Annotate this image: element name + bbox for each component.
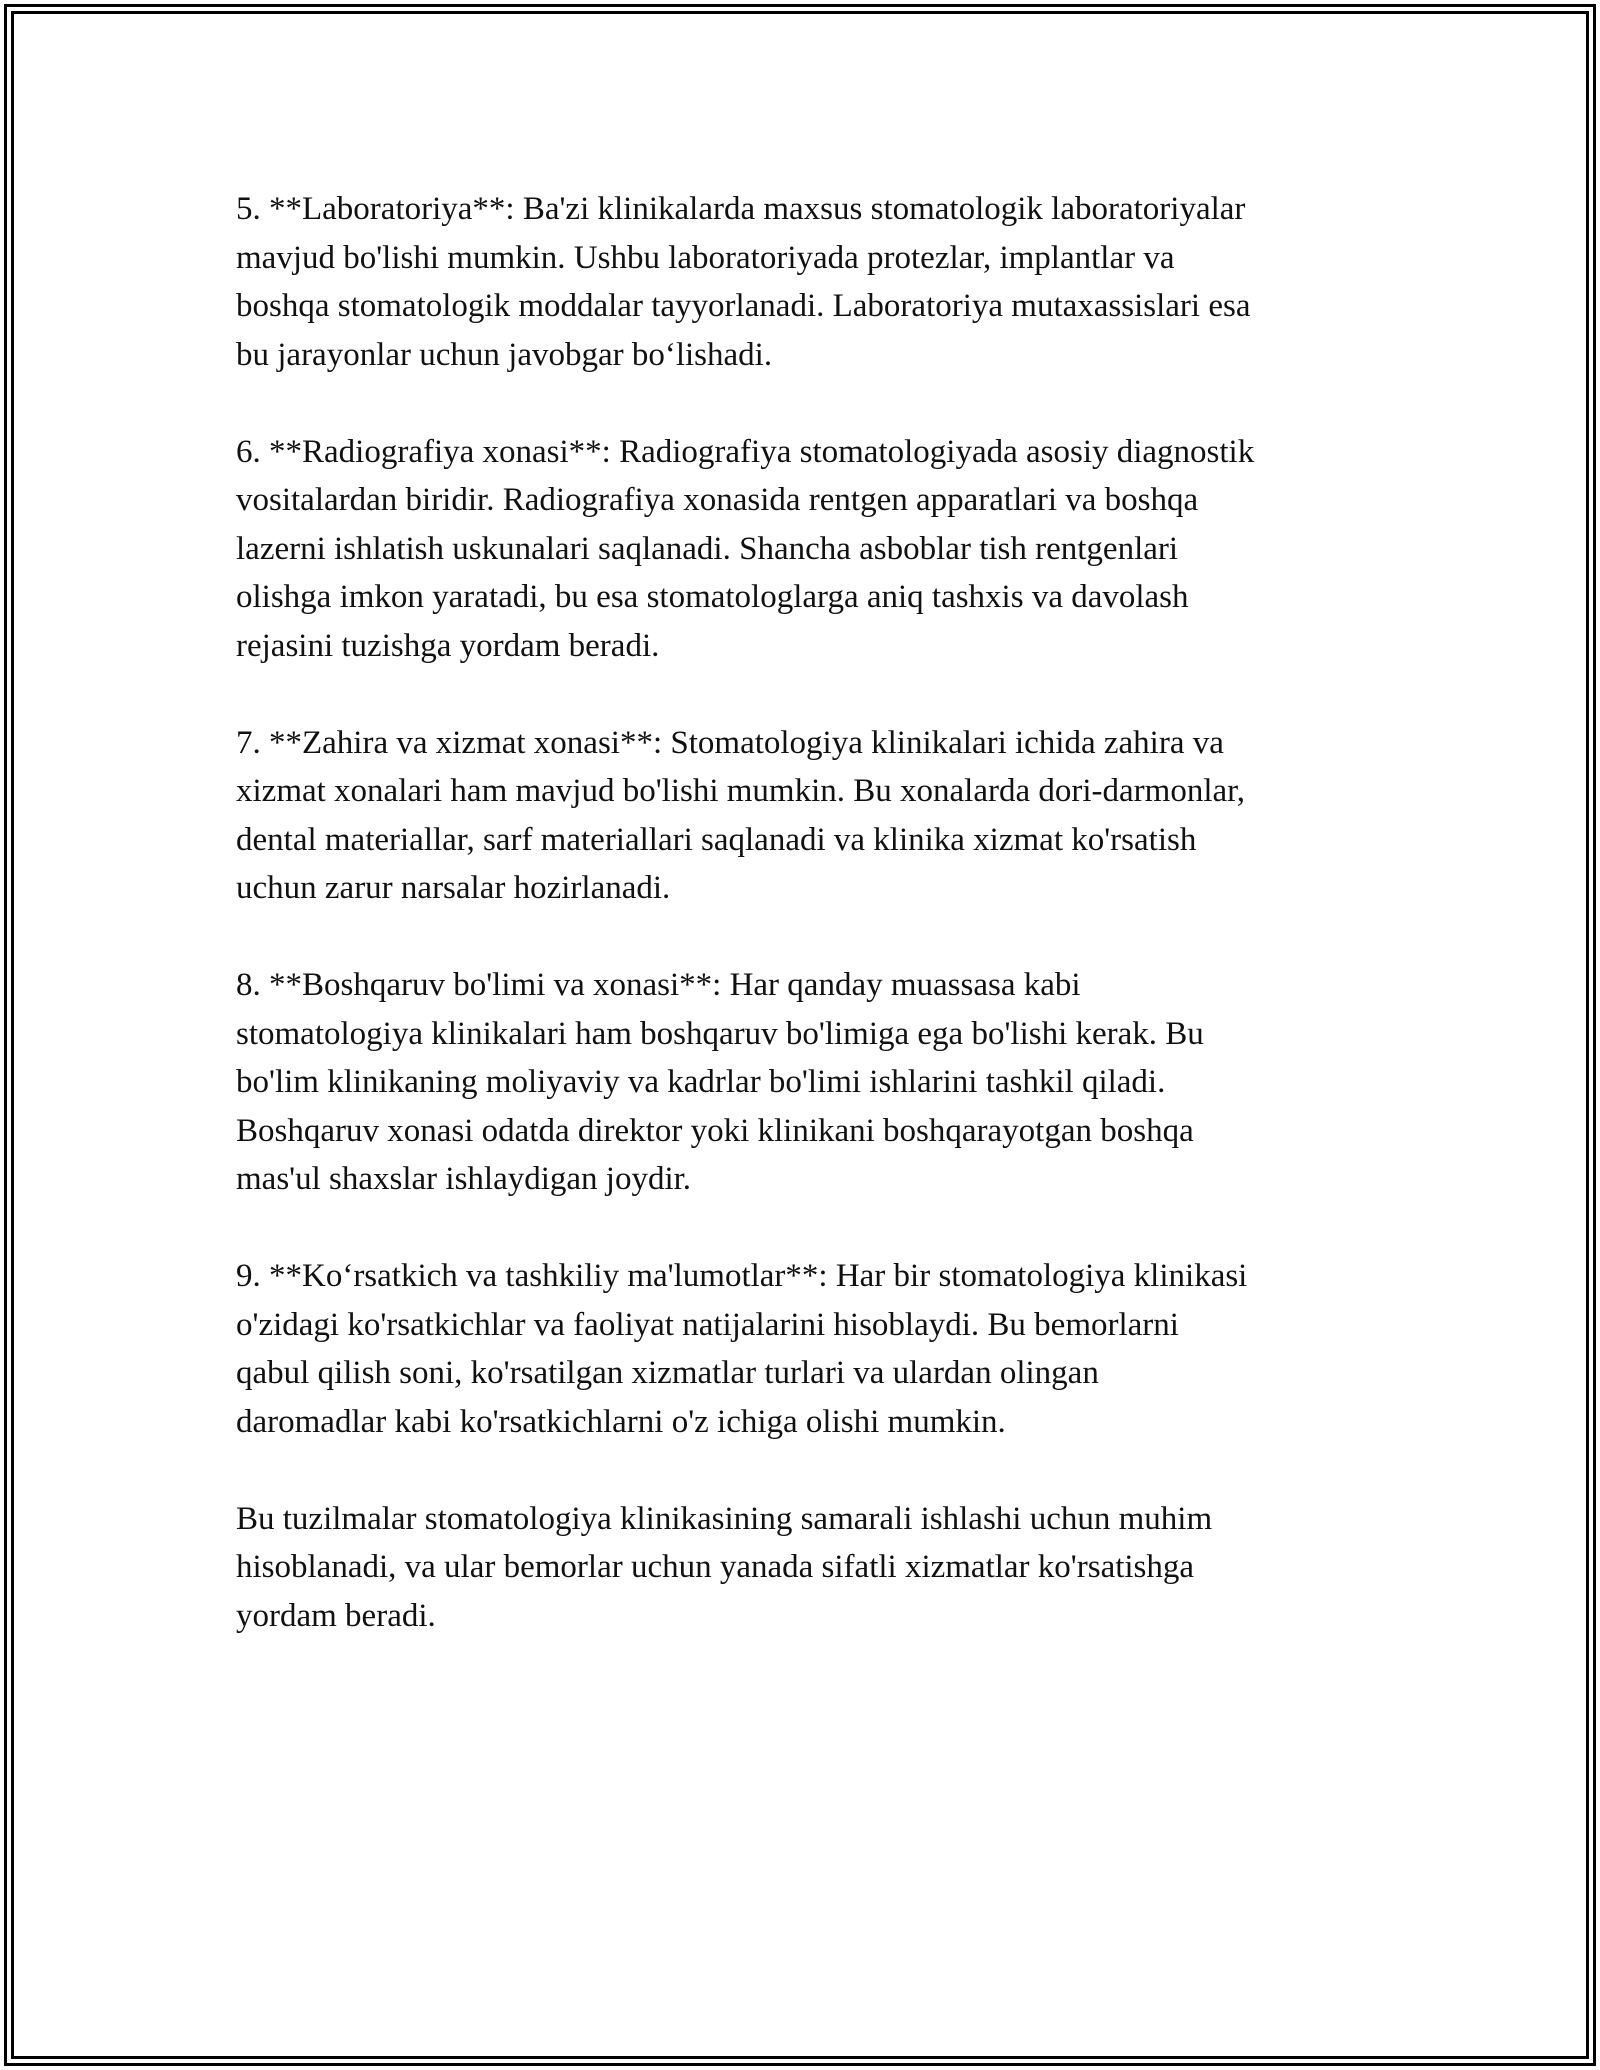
paragraph-laboratoriya: 5. **Laboratoriya**: Ba'zi klinikalarda maxsus stomatologik laboratoriyalar mavjud bo'lishi mumkin. Ushbu laboratoriyada protezlar, implantlar va boshqa stomatologik moddalar tayyorlanadi. Laboratoriya mutaxassislari esa bu jarayonlar uchun javobgar bo‘lishadi. — [236, 191, 1251, 373]
paragraph-radiografiya-xonasi: 6. **Radiografiya xonasi**: Radiografiya stomatologiyada asosiy diagnostik vositalardan biridir. Radiografiya xonasida rentgen apparatlari va boshqa lazerni ishlatish uskunalari saqlanadi. Shancha asboblar tish rentgenlari olishga imkon yaratadi, bu esa stomatologlarga aniq tashxis va davolash rejasini tuzishga yordam beradi. — [236, 433, 1255, 664]
paragraph-zahira-va-xizmat-xonasi: 7. **Zahira va xizmat xonasi**: Stomatologiya klinikalari ichida zahira va xizmat xonalari ham mavjud bo'lishi mumkin. Bu xonalarda dori-darmonlar, dental materiallar, sarf materiallari saqlanadi va klinika xizmat ko'rsatish uchun zarur narsalar hozirlanadi. — [236, 724, 1246, 906]
paragraph-conclusion: Bu tuzilmalar stomatologiya klinikasining samarali ishlashi uchun muhim hisoblanadi, va ular bemorlar uchun yanada sifatli xizmatlar ko'rsatishga yordam beradi. — [236, 1500, 1213, 1634]
paragraph-boshqaruv-bolimi: 8. **Boshqaruv bo'limi va xonasi**: Har qanday muassasa kabi stomatologiya klinikalari ham boshqaruv bo'limiga ega bo'lishi kerak. Bu bo'lim klinikaning moliyaviy va kadrlar bo'limi ishlarini tashkil qiladi. Boshqaruv xonasi odatda direktor yoki klinikani boshqarayotgan boshqa mas'ul shaxslar ishlaydigan joydir. — [236, 967, 1204, 1197]
paragraph-korsatkich-va-malumotlar: 9. **Ko‘rsatkich va tashkiliy ma'lumotlar**: Har bir stomatologiya klinikasi o'zidagi ko'rsatkichlar va faoliyat natijalarini hisoblaydi. Bu bemorlarni qabul qilish soni, ko'rsatilgan xizmatlar turlari va ulardan olingan daromadlar kabi ko'rsatkichlarni o'z ichiga olishi mumkin. — [236, 1258, 1248, 1440]
document-body — [236, 185, 1396, 1689]
